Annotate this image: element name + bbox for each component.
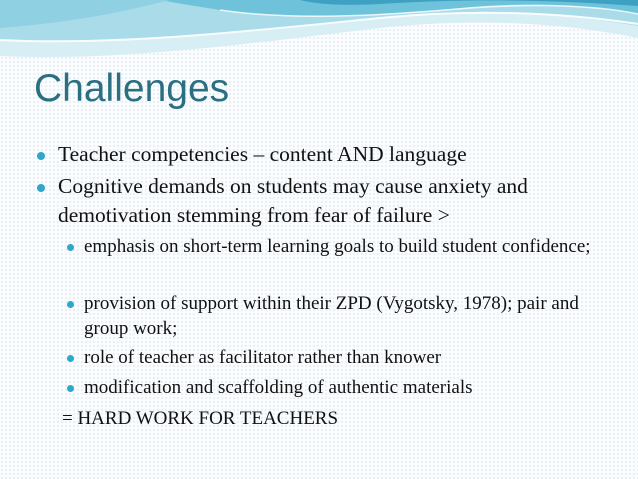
bullet-dot-icon	[37, 184, 45, 192]
sub-bullet-item	[84, 375, 624, 400]
conclusion-text: = HARD WORK FOR TEACHERS	[62, 408, 339, 429]
bullet-text: Teacher competencies – content AND language	[58, 142, 467, 166]
sub-bullet-item	[84, 234, 624, 259]
sub-bullet-text: modification and scaffolding of authentic materials	[84, 377, 473, 398]
sub-bullet-text: provision of support within their ZPD (Vygotsky, 1978); pair and group work;	[84, 293, 579, 339]
sub-bullet-item	[84, 345, 624, 370]
bullet-item	[58, 172, 618, 230]
bullet-text: Cognitive demands on students may cause anxiety and demotivation stemming from fear of failure >	[58, 174, 528, 227]
sub-bullet-item	[84, 291, 624, 341]
sub-bullet-text: emphasis on short-term learning goals to build student confidence;	[84, 236, 591, 257]
bullet-dot-icon	[67, 244, 74, 251]
bullet-dot-icon	[37, 152, 45, 160]
bullet-dot-icon	[67, 355, 74, 362]
bullet-item	[58, 140, 618, 169]
sub-bullet-text: role of teacher as facilitator rather than knower	[84, 347, 442, 368]
bullet-dot-icon	[67, 385, 74, 392]
bullet-dot-icon	[67, 301, 74, 308]
slide-title: Challenges	[34, 67, 230, 110]
